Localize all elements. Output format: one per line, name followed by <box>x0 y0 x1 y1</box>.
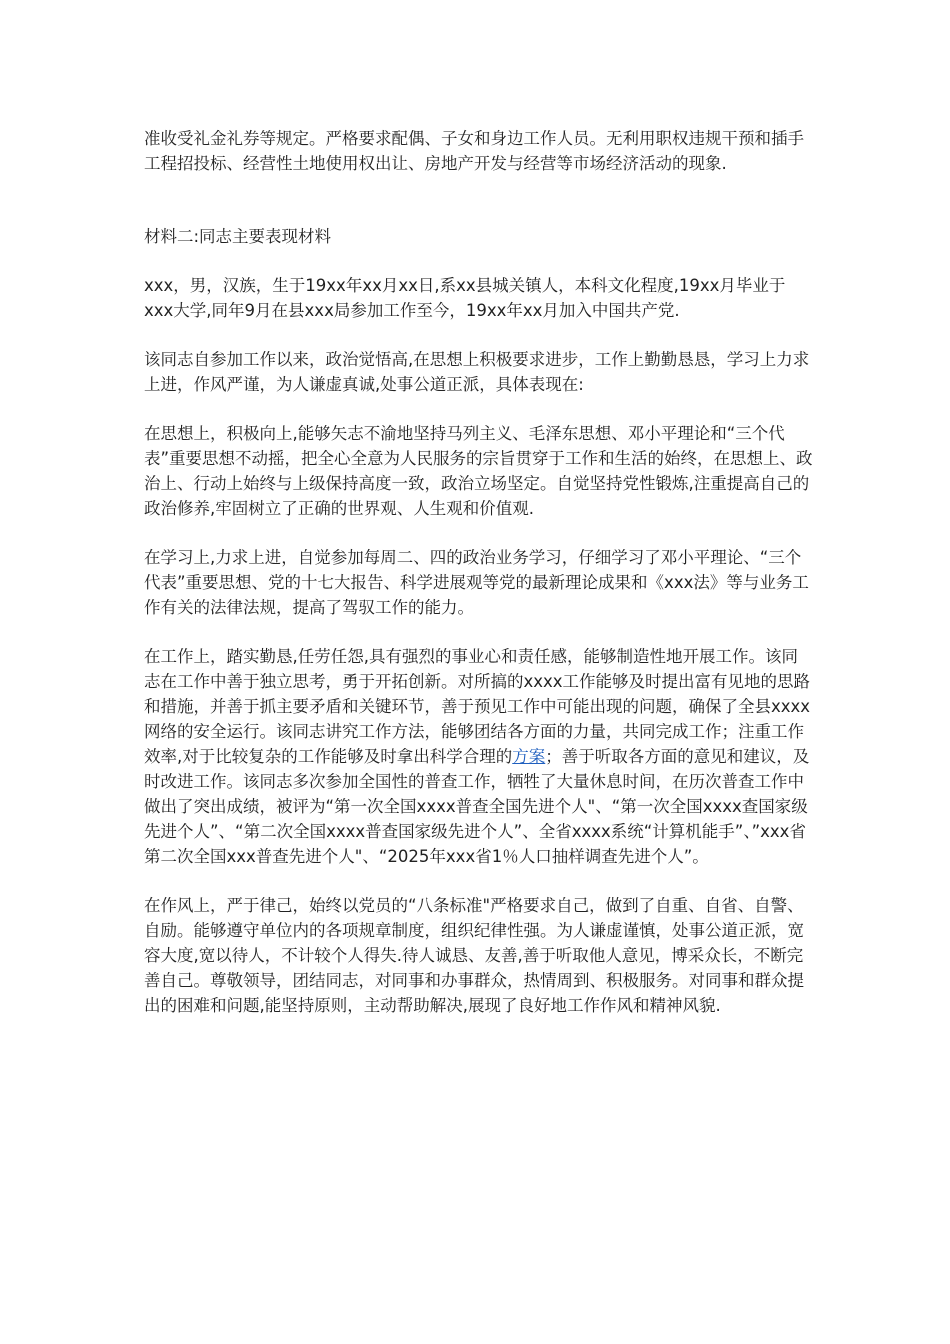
paragraph-intro: 准收受礼金礼券等规定。严格要求配偶、子女和身边工作人员。无利用职权违规干预和插手工程招投标、经营性土地使用权出让、房地产开发与经营等市场经济活动的现象. <box>144 129 804 173</box>
paragraph-bio: xxx，男，汉族，生于19xx年xx月xx日,系xx县城关镇人，本科文化程度,19xx月毕业于xxx大学,同年9月在县xxx局参加工作至今，19xx年xx月加入中国共产党. <box>144 276 786 320</box>
paragraph-work-part-1: 在工作上，踏实勤恳,任劳任怨,具有强烈的事业心和责任感，能够制造性地开展工作。该同志在工作中善于独立思考，勇于开拓创新。对所搞的xxxx工作能够及时提出富有见地的思路和措施，并善于抓主要矛盾和关键环节，善于预见工作中可能出现的问题，确保了全县xxxx网络的安全运行。该同志讲究工作方法，能够团结各方面的力量，共同完成工作；注重工作效率,对于比较复杂的工作能够及时拿出科学合理的 <box>144 647 811 766</box>
spacer <box>144 521 814 545</box>
paragraph-thought: 在思想上，积极向上,能够矢志不渝地坚持马列主义、毛泽东思想、邓小平理论和“三个代表”重要思想不动摇，把全心全意为人民服务的宗旨贯穿于工作和生活的始终，在思想上、政治上、行动上始终与上级保持高度一致，政治立场坚定。自觉坚持党性锻炼,注重提高自己的政治修养,牢固树立了正确的世界观、人生观和价值观. <box>144 424 813 518</box>
spacer <box>144 323 814 347</box>
plan-link[interactable]: 方案 <box>512 747 546 766</box>
paragraph-work-part-2: ；善于听取各方面的意见和建议，及时改进工作。该同志多次参加全国性的普查工作，牺牲了大量休息时间，在历次普查工作中做出了突出成绩，被评为“第一次全国xxxx普查全国先进个人"、“第一次全国xxxx查国家级先进个人”、“第二次全国xxxx普查国家级先进个人”、全省xxxx系统“计算机能手”、”xxx省第二次全国xxx普查先进个人"、“2025年xxx省1％人口抽样调查先进个人”。 <box>144 747 810 866</box>
spacer <box>144 397 814 421</box>
paragraph-work <box>144 644 814 869</box>
paragraph-study: 在学习上,力求上进，自觉参加每周二、四的政治业务学习，仔细学习了邓小平理论、“三个代表”重要思想、党的十七大报告、科学进展观等党的最新理论成果和《xxx法》等与业务工作有关的法律法规，提高了驾驭工作的能力。 <box>144 548 809 617</box>
spacer <box>144 869 814 893</box>
spacer <box>144 176 814 224</box>
paragraph-summary: 该同志自参加工作以来，政治觉悟高,在思想上积极要求进步，工作上勤勤恳恳，学习上力求上进，作风严谨，为人谦虚真诚,处事公道正派，具体表现在: <box>144 350 810 394</box>
spacer <box>144 620 814 644</box>
spacer <box>144 249 814 273</box>
section-heading: 材料二:同志主要表现材料 <box>144 227 332 246</box>
document-page <box>144 126 814 1018</box>
paragraph-style: 在作风上，严于律己，始终以党员的“八条标准"严格要求自己，做到了自重、自省、自警、自励。能够遵守单位内的各项规章制度，组织纪律性强。为人谦虚谨慎，处事公道正派，宽容大度,宽以待人，不计较个人得失.待人诚恳、友善,善于听取他人意见，博采众长，不断完善自己。尊敬领导，团结同志，对同事和办事群众，热情周到、积极服务。对同事和群众提出的困难和问题,能坚持原则，主动帮助解决,展现了良好地工作作风和精神风貌. <box>144 896 804 1015</box>
